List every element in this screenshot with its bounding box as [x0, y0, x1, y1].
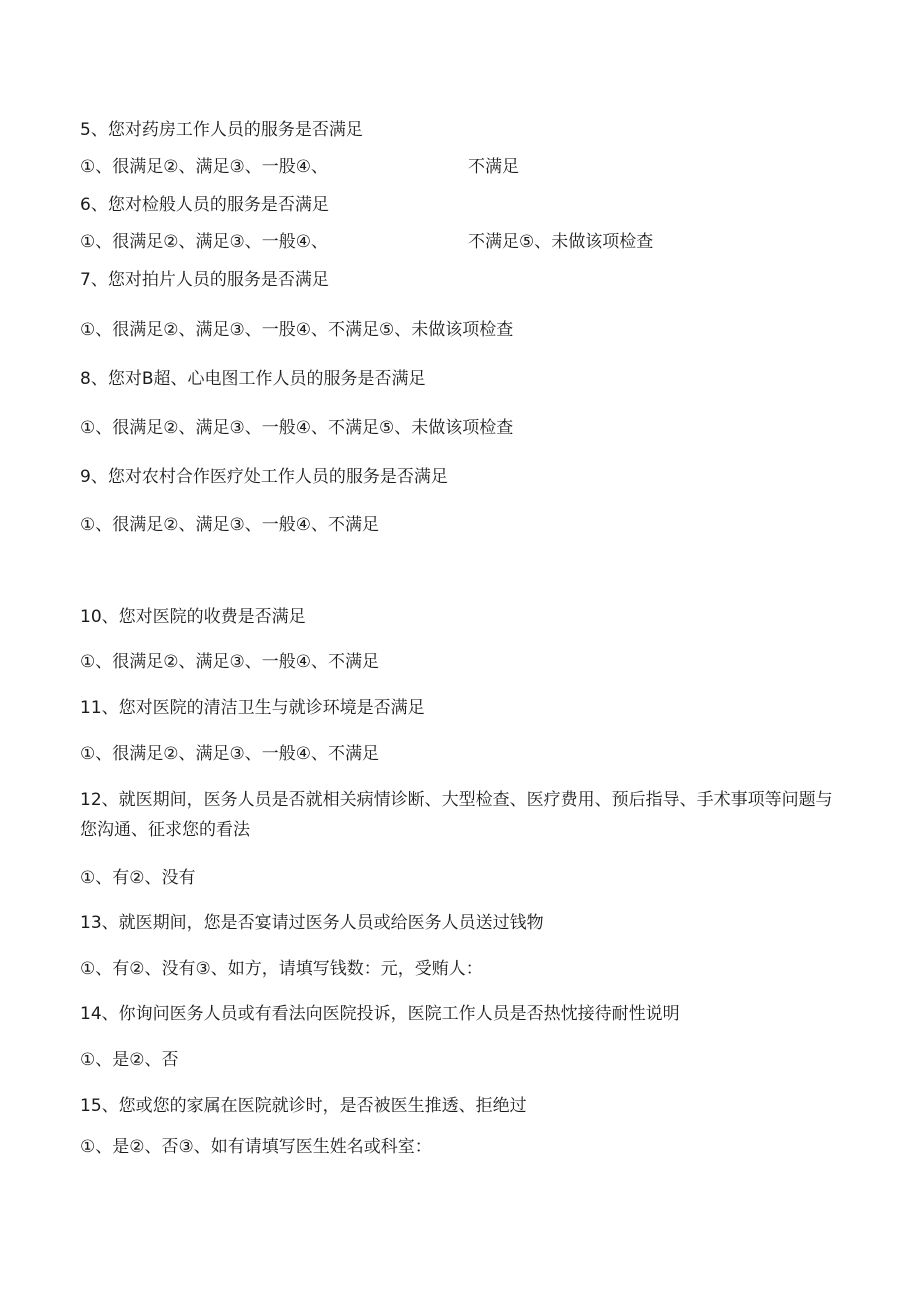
options-8: ①、很满足②、满足③、一般④、不满足⑤、未做该项检查	[80, 418, 514, 438]
question-12: 12、就医期间，医务人员是否就相关病情诊断、大型检查、医疗费用、预后指导、手术事项等问题与您沟通、征求您的看法	[80, 790, 833, 840]
question-11: 11、您对医院的清洁卫生与就诊环境是否满足	[80, 698, 425, 718]
options-10: ①、很满足②、满足③、一般④、不满足	[80, 652, 379, 672]
options-6-part-2: 不满足⑤、未做该项检查	[467, 232, 654, 252]
question-13: 13、就医期间，您是否宴请过医务人员或给医务人员送过钱物	[80, 913, 544, 933]
question-5: 5、您对药房工作人员的服务是否满足	[80, 120, 363, 140]
question-9: 9、您对农村合作医疗处工作人员的服务是否满足	[80, 467, 448, 487]
options-9: ①、很满足②、满足③、一般④、不满足	[80, 515, 379, 535]
options-13: ①、有②、没有③、如方，请填写钱数：元，受贿人：	[80, 959, 483, 979]
options-5	[80, 156, 519, 178]
options-5-part-2: 不满足	[467, 157, 519, 177]
question-15: 15、您或您的家属在医院就诊时，是否被医生推透、拒绝过	[80, 1096, 527, 1116]
question-14: 14、你询问医务人员或有看法向医院投诉，医院工作人员是否热忱接待耐性说明	[80, 1004, 680, 1024]
options-14: ①、是②、否	[80, 1050, 179, 1070]
options-12: ①、有②、没有	[80, 868, 196, 888]
options-6	[80, 231, 653, 253]
question-10: 10、您对医院的收费是否满足	[80, 607, 306, 627]
question-8: 8、您对B超、心电图工作人员的服务是否满足	[80, 369, 426, 389]
options-15: ①、是②、否③、如有请填写医生姓名或科室：	[80, 1137, 432, 1157]
options-6-part-1: ①、很满足②、满足③、一般④、	[80, 232, 328, 252]
options-11: ①、很满足②、满足③、一般④、不满足	[80, 744, 379, 764]
question-6: 6、您对检般人员的服务是否满足	[80, 195, 329, 215]
question-7: 7、您对拍片人员的服务是否满足	[80, 270, 329, 290]
options-5-part-1: ①、很满足②、满足③、一股④、	[80, 157, 328, 177]
options-7: ①、很满足②、满足③、一股④、不满足⑤、未做该项检查	[80, 320, 514, 340]
